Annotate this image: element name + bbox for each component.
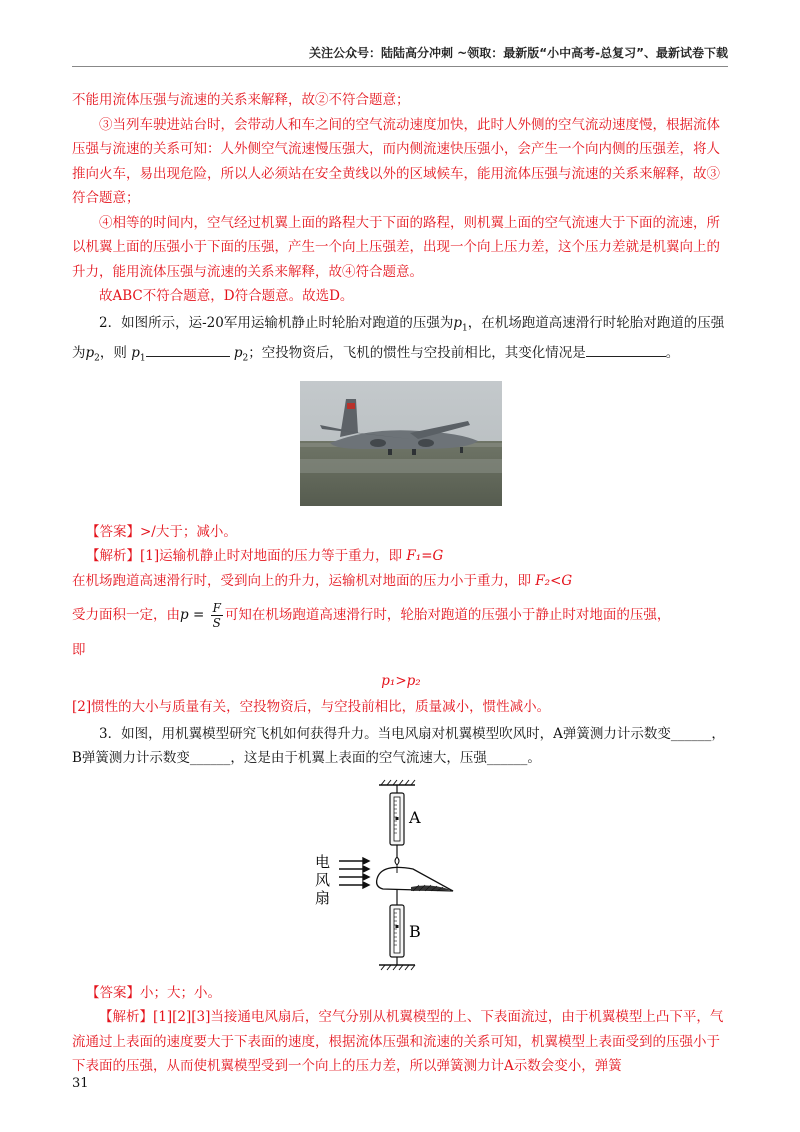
fan-label-2: 风 <box>315 870 331 889</box>
q2-answer: 【答案】>/大于；减小。 <box>86 523 237 540</box>
transport-aircraft-photo <box>300 381 502 506</box>
label-a: A <box>409 807 421 827</box>
q2-analysis-3-tail: 即 <box>72 642 86 659</box>
solution-paragraph-3: ③当列车驶进站台时，会带动人和车之间的空气流动速度加快，此时人外侧的空气流动速度慢，根据流体压强与流速的关系可知：人外侧空气流速慢压强大，而内侧流速快压强小，会产生一个向内侧的压强差，将人推向火车，易出现危险，所以人必须站在安全黄线以外的区域候车，能用流体压强与流速的关系来解释，故③符合题意； <box>72 116 720 206</box>
page-number: 31 <box>72 1076 89 1091</box>
answer-blank-2[interactable] <box>586 343 666 357</box>
q2-analysis-2: 在机场跑道高速滑行时，受到向上的升力，运输机对地面的压力小于重力，即 F₂<G <box>72 572 573 589</box>
solution-line: 不能用流体压强与流速的关系来解释，故②不符合题意； <box>72 92 410 108</box>
answer-blank-1[interactable] <box>146 343 230 357</box>
wing-model-diagram <box>301 777 501 975</box>
q2-analysis-1: 【解析】[1]运输机静止时对地面的压力等于重力，即 F₁=G <box>86 548 444 565</box>
page-header: 关注公众号：陆陆高分冲刺 ~领取：最新版“小中高考-总复习”、最新试卷下载 <box>309 46 728 60</box>
fan-label-1: 电 <box>315 852 331 871</box>
pressure-fraction: $\frac{F}{S}$ <box>212 601 221 631</box>
spring-scale-b <box>390 905 404 957</box>
q2-pressure-relation: p₁>p₂ <box>381 672 421 689</box>
page-content <box>72 88 730 1079</box>
q3-answer: 【答案】小；大；小。 <box>86 984 221 1001</box>
wing-model <box>377 867 453 891</box>
header-rule <box>72 66 728 67</box>
airflow-arrows <box>339 858 369 888</box>
solution-paragraph-4: ④相等的时间内，空气经过机翼上面的路程大于下面的路程，则机翼上面的空气流速大于下面的流速，所以机翼上面的压强小于下面的压强，产生一个向上压强差，出现一个向上压力差，这个压力差就是机翼向上的升力，能用流体压强与流速的关系来解释，故④符合题意。 <box>72 214 720 280</box>
question-3-stem: 3．如图，用机翼模型研究飞机如何获得升力。当电风扇对机翼模型吹风时，A弹簧测力计示数变______，B弹簧测力计示数变______，这是由于机翼上表面的空气流速大，压强______。 <box>72 725 725 767</box>
spring-scale-a <box>390 793 404 845</box>
question-2-stem: 2．如图所示，运-20军用运输机静止时轮胎对跑道的压强为$p_1$，在机场跑道高速滑行时轮胎对跑道的压强为$p_2$，则 $p_1$ $p_2$；空投物资后，飞机的惯性与空投前相比，其变化情况是 。 <box>72 314 725 364</box>
q2-analysis-3: 受力面积一定，由p = $\frac{F}{S}$ 可知在机场跑道高速滑行时，轮胎对跑道的压强小于静止时对地面的压强， <box>72 601 671 631</box>
solution-conclusion: 故ABC不符合题意，D符合题意。故选D。 <box>99 288 354 304</box>
q2-analysis-5: [2]惯性的大小与质量有关，空投物资后，与空投前相比，质量减小，惯性减小。 <box>72 699 551 716</box>
fan-label-3: 扇 <box>315 888 331 907</box>
q3-analysis: 【解析】[1][2][3]当接通电风扇后，空气分别从机翼模型的上、下表面流过，由于机翼模型上凸下平，气流通过上表面的速度要大于下表面的速度，根据流体压强和流速的关系可知，机翼模型上表面受到的压强小于下表面的压强，从而使机翼模型受到一个向上的压力差，所以弹簧测力计A示数会变小，弹簧 <box>72 1009 724 1075</box>
label-b: B <box>409 921 421 941</box>
